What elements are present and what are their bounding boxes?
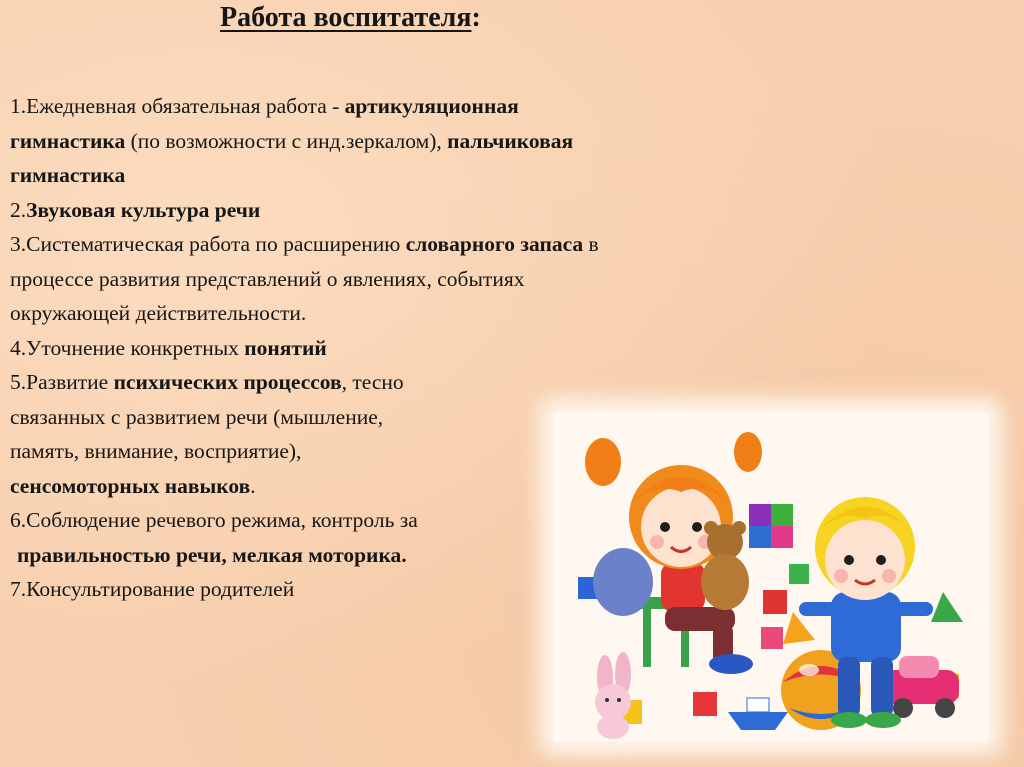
item-6-comma: , <box>221 542 233 567</box>
item-6-line-1: 6.Соблюдение речевого режима, контроль за <box>10 508 418 532</box>
item-4-bold: понятий <box>244 335 327 360</box>
item-1-bold-2: гимнастика <box>10 128 126 153</box>
item-1-line-1 <box>10 89 810 124</box>
item-1-line-2 <box>10 124 810 159</box>
item-1-text: 1.Ежедневная обязательная работа - <box>10 94 345 118</box>
bunny-toy-icon <box>595 652 631 739</box>
item-5-bold-2: сенсомоторных навыков <box>10 473 251 498</box>
item-7-line-1: 7.Консультирование родителей <box>10 577 295 601</box>
children-playing-illustration <box>553 412 989 742</box>
item-2-line-1 <box>10 193 810 228</box>
title-suffix: : <box>471 2 481 33</box>
item-5-line-1 <box>10 365 810 400</box>
item-5-line-3: память, внимание, восприятие), <box>10 439 302 463</box>
item-1-bold-4: гимнастика <box>10 163 126 187</box>
item-5-text: 5.Развитие <box>10 370 114 394</box>
item-2-bold: Звуковая культура речи <box>26 197 261 222</box>
item-4-prefix: 4.Уточнение конкретных <box>10 335 245 360</box>
item-3-line-2: процессе развития представлений о явлениях, событиях <box>10 266 525 291</box>
item-5-line-2: связанных с развитием речи (мышление, <box>10 404 384 429</box>
item-1-bold-3: пальчиковая <box>447 128 574 153</box>
item-5-period: . <box>250 473 256 498</box>
toy-car-icon <box>883 656 959 718</box>
item-1-text-2: (по возможности с инд.зеркалом), <box>125 128 448 153</box>
item-5-bold: психических процессов <box>113 370 342 394</box>
item-4-line-1 <box>10 331 810 366</box>
item-1-line-3 <box>10 158 810 193</box>
item-5-text-end: , тесно <box>341 370 404 394</box>
item-3-bold: словарного запаса <box>405 232 584 256</box>
slide-title <box>220 2 481 34</box>
item-6-bold-2: мелкая моторика. <box>232 542 407 567</box>
item-2-prefix: 2. <box>10 197 27 222</box>
item-3-text: 3.Систематическая работа по расширению <box>10 232 406 256</box>
item-1-bold: артикуляционная <box>344 94 519 118</box>
item-6-bold: правильностью речи <box>17 542 222 567</box>
item-3-line-3: окружающей действительности. <box>10 301 307 325</box>
title-text: Работа воспитателя <box>220 2 472 33</box>
toy-boat-icon <box>728 698 788 730</box>
item-3-text-end: в <box>583 232 599 256</box>
teddy-bear-icon <box>701 521 749 610</box>
item-3-line-1 <box>10 227 810 262</box>
